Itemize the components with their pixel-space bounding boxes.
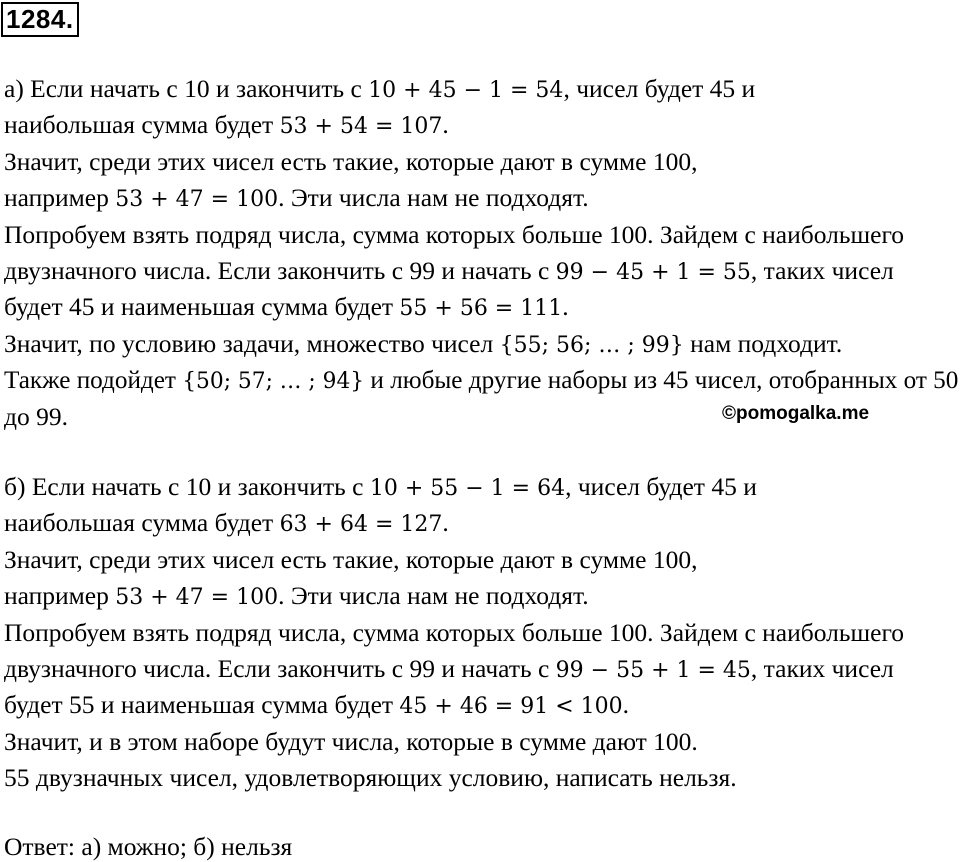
part-a-line	[4, 147, 697, 177]
math-expression: 99 − 55 + 1 = 45	[555, 658, 751, 683]
text-segment: .	[562, 292, 569, 322]
text-segment: , чисел будет 45 и	[565, 472, 757, 501]
text-segment: Попробуем взять подряд числа, сумма которых больше 100. Зайдем с наибольшего	[4, 617, 905, 647]
math-expression: 63 + 64 = 127	[279, 512, 443, 538]
part-a-line	[4, 74, 755, 106]
text-segment: а) Если начать с 10 и закончить с	[4, 74, 369, 103]
text-segment: например	[4, 581, 116, 611]
text-segment: Также подойдет	[4, 365, 183, 395]
text-segment: наибольшая сумма будет	[4, 508, 280, 538]
text-segment: б) Если начать с 10 и закончить с	[4, 472, 370, 501]
part-a-line	[4, 292, 569, 324]
part-a-line	[4, 256, 894, 288]
watermark: ©pomogalka.me	[722, 403, 870, 424]
text-segment: наибольшая сумма будет	[4, 110, 280, 140]
text-segment: . Эти числа нам не подходят.	[278, 183, 589, 213]
part-b-line	[4, 654, 894, 686]
math-expression: 99 − 45 + 1 = 55	[555, 260, 751, 285]
part-a-line	[4, 329, 842, 361]
problem-number: 1284.	[1, 2, 79, 37]
text-segment: Значит, по условию задачи, множество чисел	[4, 328, 500, 358]
text-segment: двузначного числа. Если закончить с 99 и начать с	[4, 654, 556, 683]
part-b-line	[4, 508, 449, 540]
part-b-line	[4, 618, 904, 648]
text-segment: нам подходит.	[683, 328, 843, 358]
text-segment: , таких чисел	[750, 256, 894, 285]
part-b-line	[4, 581, 589, 613]
math-expression: 45 + 46 = 91 < 100	[399, 694, 623, 720]
math-expression: 53 + 47 = 100	[115, 187, 279, 213]
part-a-line	[4, 402, 68, 432]
math-expression: 53 + 54 = 107	[279, 114, 443, 140]
text-segment: до 99.	[4, 401, 68, 431]
text-segment: .	[442, 110, 449, 140]
text-segment: будет 45 и наименьшая сумма будет	[4, 292, 400, 322]
text-segment: .	[442, 508, 449, 538]
part-a-line	[4, 220, 904, 250]
math-expression: 55 + 56 = 111	[399, 296, 563, 322]
part-a-line	[4, 365, 958, 397]
part-b-line	[4, 727, 698, 757]
part-a-line	[4, 110, 449, 142]
math-expression: 53 + 47 = 100	[115, 585, 279, 611]
text-segment: .	[622, 690, 630, 720]
math-expression: 10 + 55 − 1 = 64	[369, 476, 566, 501]
part-a-line	[4, 183, 589, 215]
math-expression: 10 + 45 − 1 = 54	[368, 78, 564, 103]
text-segment: 55 двузначных чисел, удовлетворяющих условию, написать нельзя.	[4, 763, 737, 793]
text-segment: и любые другие наборы из 45 чисел, отобранных от 50	[364, 365, 959, 395]
math-expression: {55; 56; … ; 99}	[499, 332, 684, 358]
part-b-line	[4, 763, 737, 793]
text-segment: Попробуем взять подряд числа, сумма которых больше 100. Зайдем с наибольшего	[4, 219, 905, 249]
text-segment: , чисел будет 45 и	[563, 74, 756, 103]
text-segment: Значит, среди этих чисел есть такие, которые дают в сумме 100,	[4, 146, 698, 176]
part-b-line	[4, 472, 757, 504]
math-expression: {50; 57; … ; 94}	[182, 369, 365, 395]
part-b-line	[4, 545, 697, 575]
text-segment: Значит, среди этих чисел есть такие, которые дают в сумме 100,	[4, 544, 698, 574]
text-segment: Значит, и в этом наборе будут числа, которые в сумме дают 100.	[4, 726, 698, 756]
answer-line: Ответ: а) можно; б) нельзя	[4, 832, 293, 861]
text-segment: двузначного числа. Если закончить с 99 и начать с	[4, 256, 556, 285]
text-segment: например	[4, 183, 116, 213]
part-b-line	[4, 690, 629, 722]
text-segment: будет 55 и наименьшая сумма будет	[4, 690, 400, 720]
text-segment: , таких чисел	[750, 654, 894, 683]
text-segment: . Эти числа нам не подходят.	[278, 581, 589, 611]
